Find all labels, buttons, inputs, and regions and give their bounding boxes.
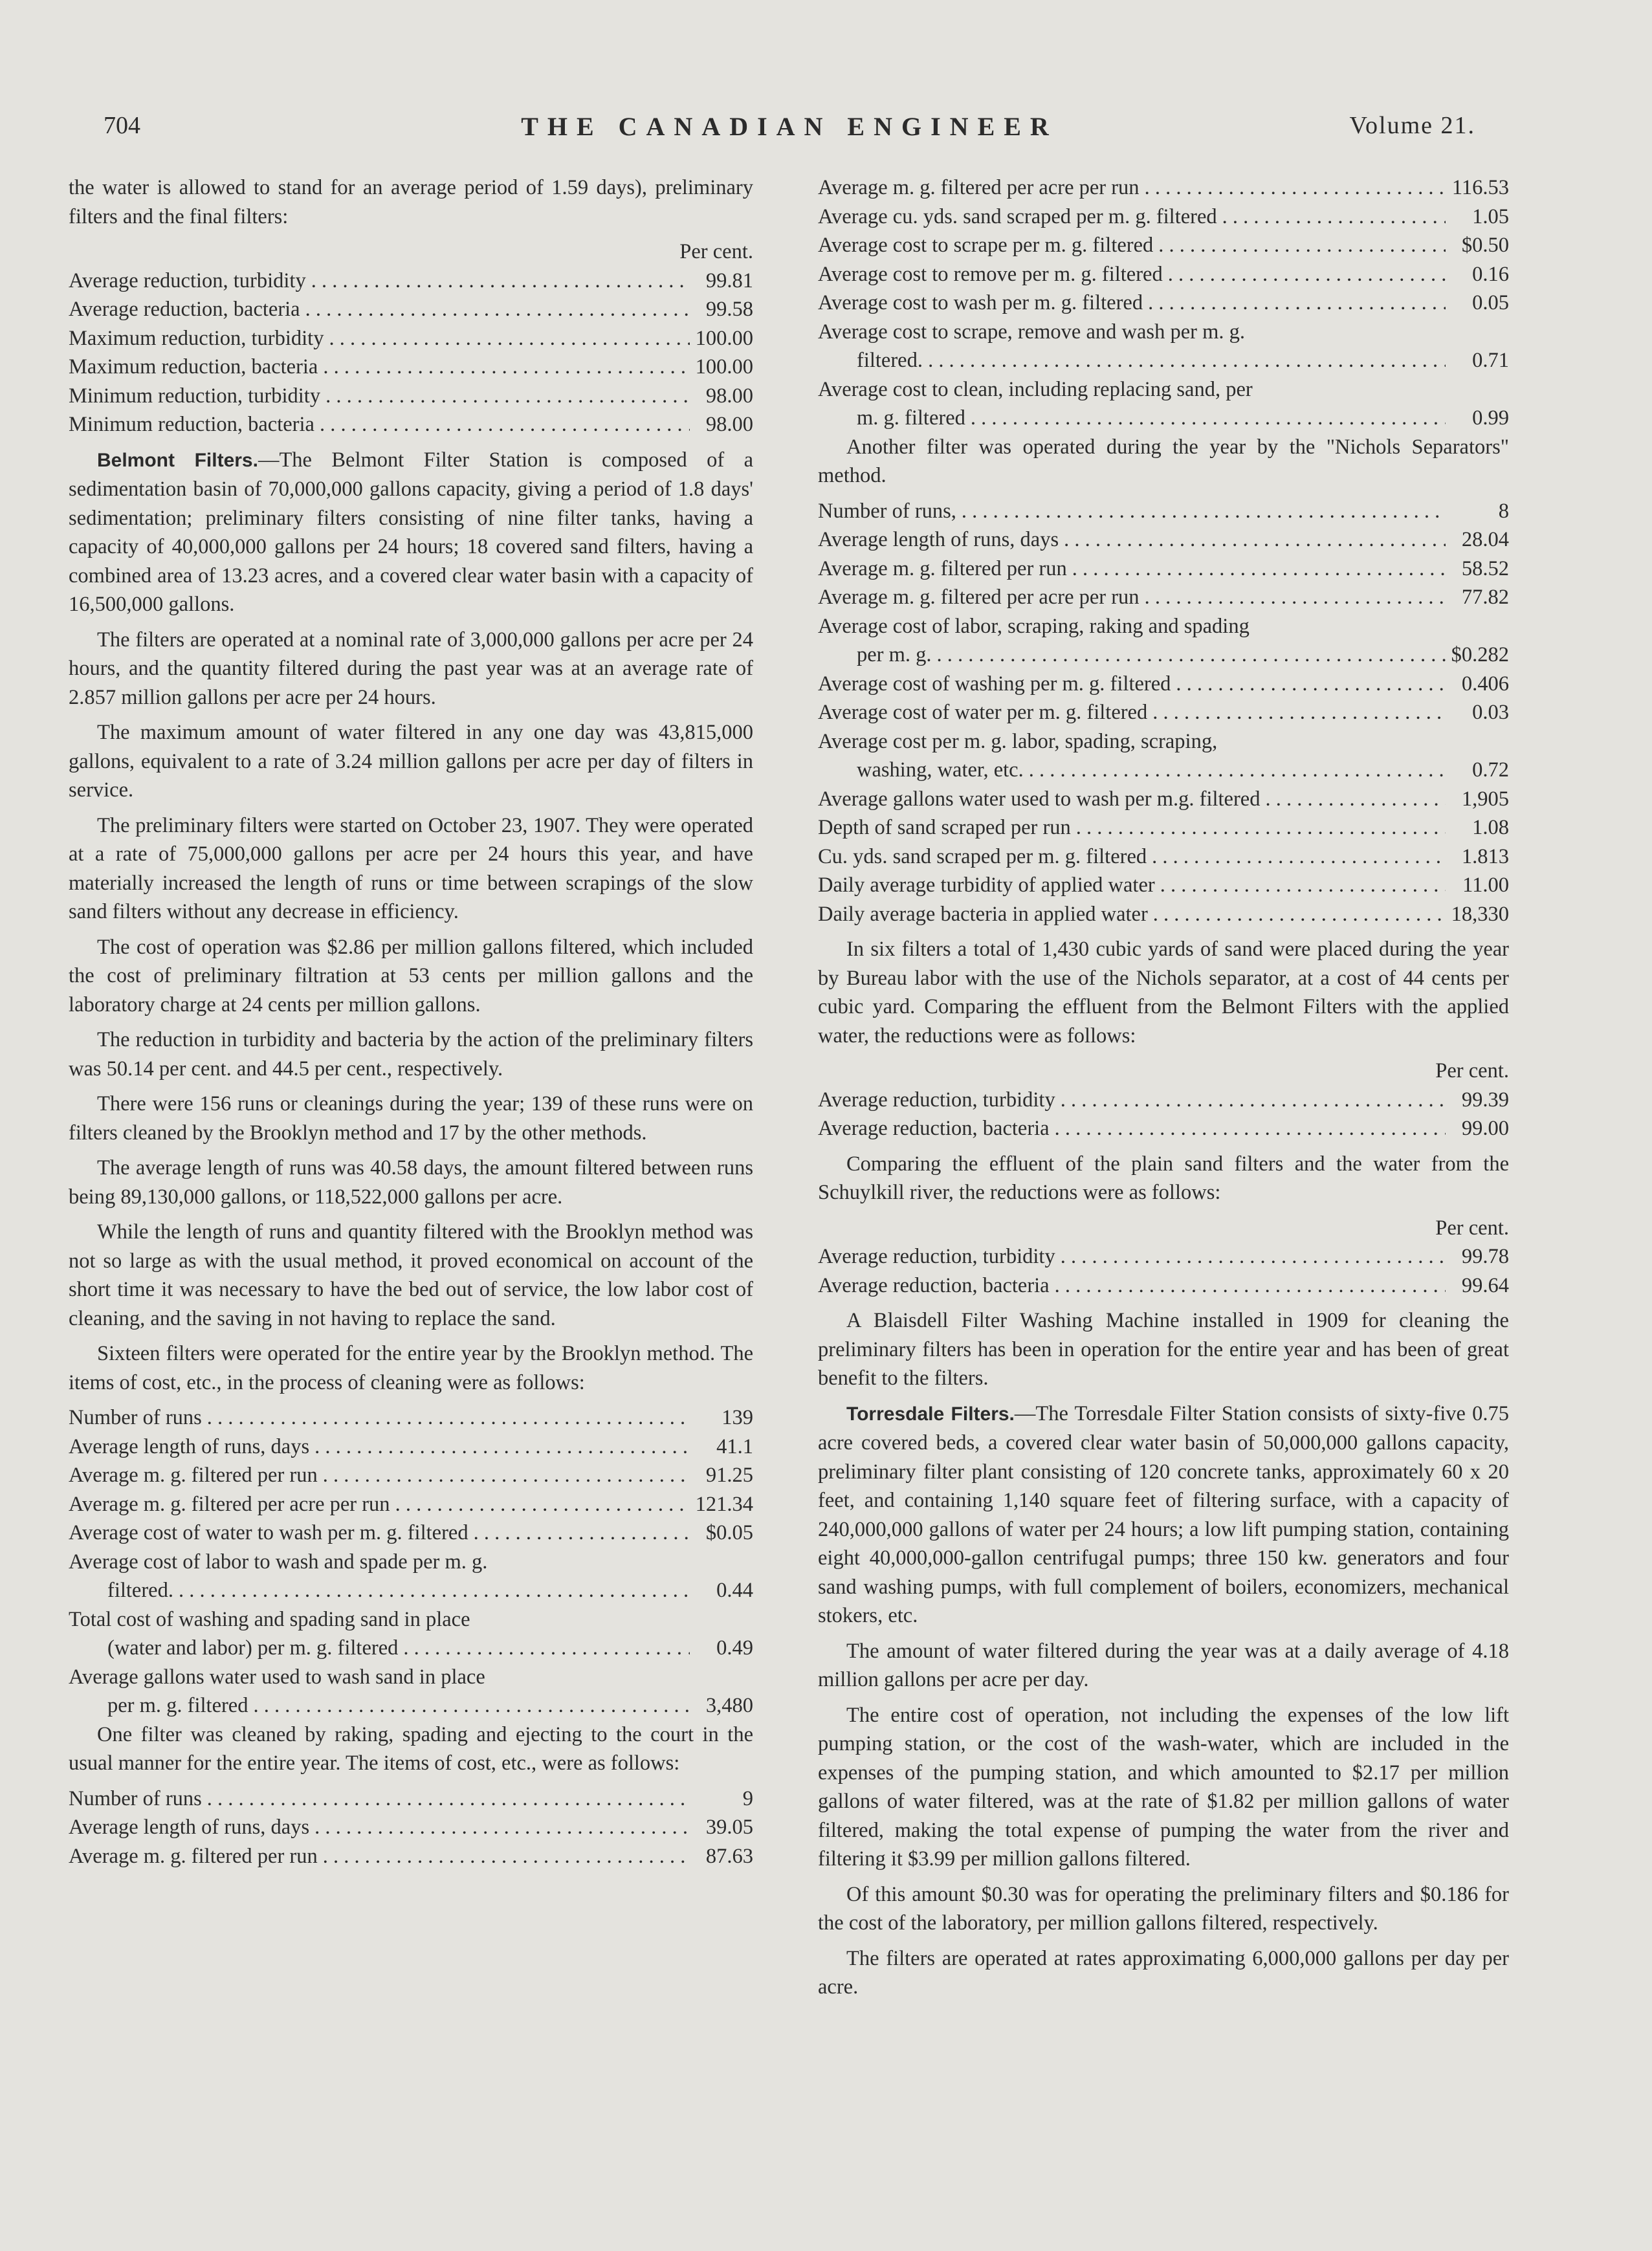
- dot-leader: [1061, 1086, 1446, 1114]
- table-row: [818, 727, 1509, 785]
- row-label: Maximum reduction, turbidity: [69, 326, 324, 350]
- table-row: [69, 382, 753, 411]
- table-row: [818, 497, 1509, 526]
- row-label-continued: washing, water, etc.: [857, 758, 1024, 782]
- dot-leader: [1145, 584, 1446, 612]
- dot-leader: [325, 382, 690, 410]
- row-value: 0.72: [1472, 758, 1509, 782]
- row-value: 18,330: [1451, 902, 1509, 926]
- row-value: 139: [721, 1406, 753, 1429]
- row-label-continued: filtered.: [107, 1579, 173, 1602]
- paragraph: The average length of runs was 40.58 days, the amount filtered between runs being 89,130,000 gallons, or 118,522,000 gallons per acre.: [69, 1156, 753, 1209]
- dot-leader: [314, 1433, 690, 1461]
- row-value: 1.05: [1472, 204, 1509, 228]
- table-row: [818, 900, 1509, 929]
- table-row: [818, 583, 1509, 612]
- row-value: 3,480: [705, 1694, 753, 1717]
- table-row: [818, 785, 1509, 814]
- row-label: Average m. g. filtered per acre per run: [69, 1492, 390, 1516]
- row-value: 99.58: [705, 298, 753, 321]
- running-header: [104, 111, 1475, 157]
- table-row: [69, 1461, 753, 1490]
- journal-title: THE CANADIAN ENGINEER: [521, 112, 1058, 141]
- dot-leader: [971, 404, 1446, 433]
- row-label: Minimum reduction, turbidity: [69, 384, 321, 408]
- row-value: 0.16: [1472, 262, 1509, 286]
- row-label: Minimum reduction, bacteria: [69, 413, 314, 436]
- paragraph: The cost of operation was $2.86 per million gallons filtered, which included the cost of preliminary filtration at 53 cents per million gallons and the laboratory charge at 24 cents per million gallons.: [69, 935, 753, 1016]
- dot-leader: [1222, 203, 1446, 231]
- dot-leader: [1153, 900, 1446, 928]
- row-label: Average m. g. filtered per run: [69, 1464, 318, 1487]
- table-row: [818, 231, 1509, 260]
- row-value: 99.81: [705, 269, 753, 292]
- dot-leader: [311, 267, 690, 295]
- dot-leader: [1152, 699, 1446, 727]
- table-row: [818, 289, 1509, 318]
- row-label: Average cost to clean, including replacing sand, per: [818, 377, 1253, 401]
- row-value: 0.406: [1461, 672, 1509, 696]
- row-value: 100.00: [695, 326, 753, 350]
- row-label: Number of runs,: [818, 499, 956, 523]
- table-body: [818, 1242, 1509, 1300]
- row-label: Average reduction, bacteria: [818, 1117, 1050, 1140]
- table-body: [69, 267, 753, 439]
- row-value: 0.03: [1472, 701, 1509, 724]
- row-value: $0.05: [705, 1521, 753, 1544]
- section-heading-torresdale: Torresdale Filters.: [846, 1403, 1015, 1425]
- torresdale-text: —The Torresdale Filter Station consists of sixty-five 0.75 acre covered beds, a covered clear water basin of 50,000,000 gallons capacity, preliminary filter plant consisting of 120 concrete tanks, approximately 60 x 20 feet, and containing 1,140 square feet of filtering surface, with a capacity of 240,000,000 gallons of water per 24 hours; a low lift pumping station, containing eight 40,000,000-gallon centrifugal pumps; three 150 kw. generators and four sand washing pumps, with full complement of boilers, economizers, mechanical stokers, etc.: [818, 1401, 1509, 1627]
- dot-leader: [937, 641, 1446, 670]
- table-row: [818, 842, 1509, 872]
- row-value: 58.52: [1461, 556, 1509, 580]
- row-value: 0.49: [716, 1636, 753, 1660]
- paragraph: The filters are operated at a nominal rate of 3,000,000 gallons per acre per 24 hours, and the quantity filtered during the past year was at an average rate of 2.857 million gallons per acre per 24 hours.: [69, 628, 753, 709]
- table-row: [818, 555, 1509, 584]
- table-row: [69, 267, 753, 296]
- table-header: Per cent.: [1435, 1059, 1509, 1082]
- row-label: Number of runs: [69, 1406, 202, 1429]
- row-label: Average reduction, turbidity: [818, 1245, 1055, 1268]
- row-label: Average cost to scrape per m. g. filtered: [818, 234, 1154, 257]
- page-number: 704: [104, 112, 140, 139]
- row-label: Daily average bacteria in applied water: [818, 902, 1148, 926]
- paragraph: Comparing the effluent of the plain sand filters and the water from the Schuylkill river, the reductions were as follows:: [818, 1152, 1509, 1204]
- table-row: [69, 295, 753, 324]
- table-row: [818, 612, 1509, 670]
- row-label: Average cost per m. g. labor, spading, scraping,: [818, 729, 1218, 753]
- paragraph: The filters are operated at rates approximating 6,000,000 gallons per day per acre.: [818, 1946, 1509, 1999]
- row-value: 1.813: [1461, 844, 1509, 868]
- table-row: [818, 318, 1509, 375]
- row-value: 0.71: [1472, 349, 1509, 372]
- paragraph: The reduction in turbidity and bacteria by the action of the preliminary filters was 50.14 per cent. and 44.5 per cent., respectively.: [69, 1028, 753, 1081]
- dot-leader: [314, 1814, 690, 1842]
- nichols-cost-table: [818, 497, 1509, 929]
- table-row: [818, 375, 1509, 433]
- row-label-continued: per m. g.: [857, 643, 932, 666]
- row-label: Average reduction, bacteria: [69, 298, 300, 321]
- row-value: 8: [1498, 499, 1509, 523]
- row-label: Average cost of water to wash per m. g. filtered: [69, 1521, 468, 1544]
- raking-cost-table-continued: [818, 173, 1509, 433]
- reduction-table-schuylkill: [818, 1214, 1509, 1301]
- table-row: [818, 1086, 1509, 1115]
- row-value: 100.00: [695, 355, 753, 379]
- row-value: 77.82: [1461, 586, 1509, 609]
- row-value: 98.00: [705, 384, 753, 408]
- dot-leader: [1145, 174, 1446, 203]
- row-label: Total cost of washing and spading sand in place: [69, 1607, 470, 1631]
- row-label: Average cost to wash per m. g. filtered: [818, 291, 1143, 314]
- row-value: 99.78: [1461, 1245, 1509, 1268]
- paragraph: The preliminary filters were started on October 23, 1907. They were operated at a rate of 75,000,000 gallons per acre per 24 hours this year, and have materially increased the length of runs or time between scrapings of the slow sand filters without any decrease in efficiency.: [69, 813, 753, 923]
- dot-leader: [403, 1634, 690, 1663]
- row-value: 41.1: [716, 1434, 753, 1458]
- paragraph: In six filters a total of 1,430 cubic yards of sand were placed during the year by Bureau labor with the use of the Nichols separator, at a cost of 44 cents per cubic yard. Comparing the effluent from the Belmont Filters with the applied water, the reductions were as follows:: [818, 938, 1509, 1048]
- table-row: [69, 1403, 753, 1433]
- table-row: [69, 1490, 753, 1519]
- table-row: [818, 173, 1509, 203]
- row-value: 98.00: [705, 413, 753, 436]
- table-row: [818, 670, 1509, 699]
- row-label: Daily average turbidity of applied water: [818, 873, 1155, 897]
- paragraph: There were 156 runs or cleanings during the year; 139 of these runs were on filters cleaned by the Brooklyn method and 17 by the other methods.: [69, 1092, 753, 1145]
- row-value: 39.05: [705, 1816, 753, 1839]
- table-row: [818, 203, 1509, 232]
- dot-leader: [474, 1519, 690, 1548]
- row-label: Number of runs: [69, 1786, 202, 1810]
- row-label: Average cost of labor, scraping, raking and spading: [818, 614, 1250, 638]
- table-row: [69, 1784, 753, 1814]
- row-value: 28.04: [1461, 528, 1509, 551]
- row-label-continued: (water and labor) per m. g. filtered: [107, 1636, 399, 1660]
- dot-leader: [323, 1842, 690, 1871]
- row-value: 87.63: [705, 1844, 753, 1868]
- row-label: Average m. g. filtered per run: [818, 556, 1067, 580]
- dot-leader: [1055, 1271, 1446, 1300]
- volume-label: Volume 21.: [1349, 112, 1475, 139]
- paragraph: While the length of runs and quantity filtered with the Brooklyn method was not so large as with the usual method, it proved economical on account of the short time it was necessary to have the bed out of service, the low labor cost of cleaning, and the saving in not having to replace the sand.: [69, 1220, 753, 1330]
- row-label: Average cost to scrape, remove and wash per m. g.: [818, 320, 1245, 344]
- row-label: Average length of runs, days: [818, 528, 1059, 551]
- torresdale-paragraph: [818, 1400, 1509, 1631]
- right-column: [818, 173, 1509, 2008]
- reduction-table-belmont: [818, 1057, 1509, 1143]
- row-value: 1,905: [1461, 787, 1509, 811]
- dot-leader: [305, 296, 690, 324]
- table-row: [69, 1433, 753, 1462]
- row-label: Depth of sand scraped per run: [818, 816, 1071, 839]
- row-value: 99.00: [1461, 1117, 1509, 1140]
- row-value: 11.00: [1462, 873, 1509, 897]
- row-label: Average cost of labor to wash and spade per m. g.: [69, 1550, 488, 1574]
- table-row: [69, 1548, 753, 1605]
- row-value: $0.282: [1451, 643, 1509, 666]
- paragraph: The maximum amount of water filtered in any one day was 43,815,000 gallons, equivalent to a rate of 3.24 million gallons per acre per day of filters in service.: [69, 721, 753, 802]
- table-row: [818, 525, 1509, 555]
- dot-leader: [179, 1577, 690, 1605]
- row-label: Average reduction, turbidity: [818, 1088, 1055, 1112]
- dot-leader: [207, 1784, 690, 1813]
- row-value: 99.64: [1461, 1273, 1509, 1297]
- paragraph: Another filter was operated during the year by the "Nichols Separators" method.: [818, 435, 1509, 487]
- paragraph: The amount of water filtered during the year was at a daily average of 4.18 million gallons per acre per day.: [818, 1639, 1509, 1691]
- row-value: $0.50: [1461, 234, 1509, 257]
- dot-leader: [1064, 526, 1446, 555]
- row-value: 0.99: [1472, 406, 1509, 430]
- dot-leader: [1160, 872, 1446, 900]
- row-label-continued: m. g. filtered: [857, 406, 965, 430]
- dot-leader: [323, 353, 690, 382]
- table-row: [69, 324, 753, 353]
- row-label: Cu. yds. sand scraped per m. g. filtered: [818, 844, 1147, 868]
- row-value: 116.53: [1451, 176, 1509, 199]
- row-label-continued: filtered. . .: [857, 349, 944, 372]
- row-value: 91.25: [705, 1464, 753, 1487]
- dot-leader: [1265, 785, 1446, 813]
- dot-leader: [1072, 555, 1446, 583]
- row-label-continued: per m. g. filtered: [107, 1694, 248, 1717]
- table-row: [69, 1605, 753, 1663]
- belmont-paragraph: [69, 446, 753, 619]
- row-value: 1.08: [1472, 816, 1509, 839]
- left-column: [69, 173, 753, 1871]
- intro-paragraph: the water is allowed to stand for an average period of 1.59 days), preliminary filters and the final filters:: [69, 176, 753, 228]
- dot-leader: [323, 1462, 690, 1490]
- dot-leader: [1076, 814, 1446, 842]
- row-value: 0.05: [1472, 291, 1509, 314]
- dot-leader: [1029, 756, 1446, 785]
- row-label: Average reduction, bacteria: [818, 1273, 1050, 1297]
- row-label: Average cost of water per m. g. filtered: [818, 701, 1148, 724]
- table-header: Per cent.: [1435, 1216, 1509, 1240]
- row-label: Maximum reduction, bacteria: [69, 355, 318, 379]
- row-label: Average length of runs, days: [69, 1434, 310, 1458]
- paragraph: One filter was cleaned by raking, spading and ejecting to the court in the usual manner for the entire year. The items of cost, etc., were as follows:: [69, 1722, 753, 1775]
- dot-leader: [320, 411, 690, 439]
- row-label: Average cu. yds. sand scraped per m. g. filtered: [818, 204, 1217, 228]
- dot-leader: [1055, 1115, 1446, 1143]
- table-row: [69, 1519, 753, 1548]
- table-row: [818, 813, 1509, 842]
- dot-leader: [1152, 842, 1446, 871]
- section-heading-belmont: Belmont Filters.: [97, 449, 258, 471]
- dot-leader: [1158, 232, 1446, 260]
- dot-leader: [329, 324, 690, 353]
- dot-leader: [1168, 260, 1446, 289]
- table-row: [818, 871, 1509, 900]
- table-row: [69, 1842, 753, 1871]
- dot-leader: [1061, 1243, 1446, 1271]
- table-row: [69, 410, 753, 439]
- row-value: 0.44: [716, 1579, 753, 1602]
- row-label: Average gallons water used to wash per m.g. filtered: [818, 787, 1261, 811]
- table-row: [818, 1114, 1509, 1143]
- paragraph: Of this amount $0.30 was for operating the preliminary filters and $0.186 for the cost of the laboratory, per million gallons filtered, respectively.: [818, 1882, 1509, 1935]
- dot-leader: [254, 1692, 690, 1720]
- table-row: [818, 698, 1509, 727]
- paragraph: A Blaisdell Filter Washing Machine installed in 1909 for cleaning the preliminary filters has been in operation for the entire year and has been of great benefit to the filters.: [818, 1309, 1509, 1390]
- row-label: Average length of runs, days: [69, 1816, 310, 1839]
- belmont-text: —The Belmont Filter Station is composed of a sedimentation basin of 70,000,000 gallons capacity, giving a period of 1.8 days' sedimentation; preliminary filters consisting of nine filter tanks, having a capacity of 40,000,000 gallons per 24 hours; 18 covered sand filters, having a combined area of 13.23 acres, and a covered clear water basin with a capacity of 16,500,000 gallons.: [69, 448, 753, 616]
- row-value: 99.39: [1461, 1088, 1509, 1112]
- table-row: [69, 1813, 753, 1842]
- table-row: [818, 1242, 1509, 1271]
- row-value: 9: [742, 1786, 753, 1810]
- row-label: Average m. g. filtered per acre per run: [818, 176, 1140, 199]
- table-row: [69, 353, 753, 382]
- raking-cost-table: [69, 1784, 753, 1871]
- dot-leader: [1176, 670, 1446, 698]
- dot-leader: [1148, 289, 1446, 318]
- paragraph: The entire cost of operation, not including the expenses of the low lift pumping station, or the cost of the wash-water, which are included in the expenses of the pumping station, and which amounted to $2.17 per million gallons of water filtered, was at the rate of $1.82 per million gallons of water filtered, making the total expense of pumping the water from the river and filtering it $3.99 per million gallons filtered.: [818, 1703, 1509, 1871]
- table-row: [818, 1271, 1509, 1301]
- dot-leader: [962, 497, 1446, 525]
- brooklyn-cost-table: [69, 1403, 753, 1720]
- table-header: Per cent.: [679, 240, 753, 263]
- row-label: Average m. g. filtered per run: [69, 1844, 318, 1868]
- row-label: Average reduction, turbidity: [69, 269, 306, 292]
- dot-leader: [207, 1404, 690, 1433]
- table-row: [69, 1663, 753, 1720]
- table-row: [818, 260, 1509, 289]
- dot-leader: [395, 1490, 690, 1519]
- row-label: Average cost to remove per m. g. filtered: [818, 262, 1163, 286]
- row-label: Average m. g. filtered per acre per run: [818, 586, 1140, 609]
- row-value: 121.34: [695, 1492, 753, 1516]
- row-label: Average gallons water used to wash sand in place: [69, 1665, 485, 1689]
- reduction-table-1: [69, 237, 753, 439]
- paragraph: Sixteen filters were operated for the entire year by the Brooklyn method. The items of cost, etc., in the process of cleaning were as follows:: [69, 1342, 753, 1394]
- row-label: Average cost of washing per m. g. filtered: [818, 672, 1171, 696]
- dot-leader: [949, 347, 1446, 375]
- table-body: [818, 1086, 1509, 1143]
